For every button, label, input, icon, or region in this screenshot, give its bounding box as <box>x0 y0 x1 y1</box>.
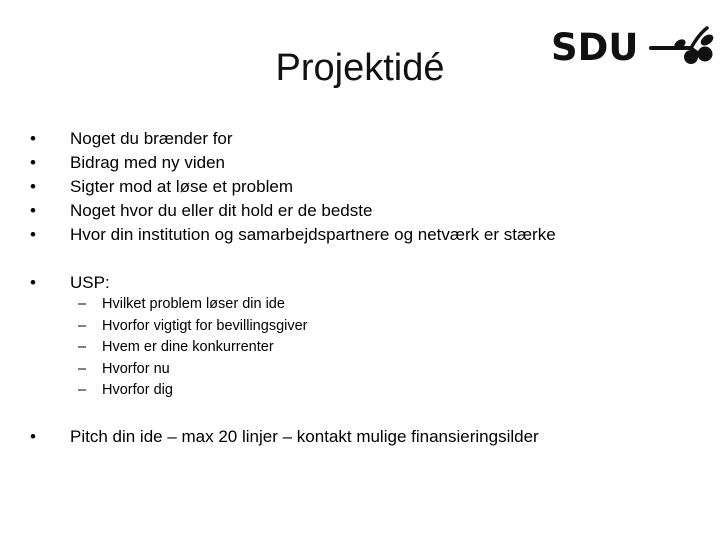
bullet-marker: • <box>30 153 36 172</box>
bullet-marker: • <box>30 427 36 446</box>
bullet-text: Noget hvor du eller dit hold er de bedste <box>70 201 373 220</box>
dash-marker: – <box>78 339 87 355</box>
usp-subitem-text: Hvilket problem løser din ide <box>102 296 285 312</box>
dash-marker: – <box>78 360 87 377</box>
sdu-logo-text: SDU <box>551 26 639 69</box>
bullet-marker: • <box>30 129 36 148</box>
pitch-text: Pitch din ide – max 20 linjer – kontakt mulige finansieringsilder <box>70 427 539 446</box>
usp-subitem-text: Hvem er dine konkurrenter <box>102 339 274 355</box>
dash-marker: – <box>78 296 87 312</box>
bullet-marker: • <box>30 201 36 220</box>
bullet-marker: • <box>30 225 36 244</box>
bullet-text: Sigter mod at løse et problem <box>70 177 293 196</box>
usp-subitem-text: Hvorfor dig <box>102 382 173 398</box>
usp-subitem-text: Hvorfor vigtigt for bevillingsgiver <box>102 317 308 334</box>
bullet-marker: • <box>30 177 36 196</box>
dash-marker: – <box>78 382 87 398</box>
bullet-marker: • <box>30 273 36 292</box>
bullet-text: Bidrag med ny viden <box>70 153 225 172</box>
dash-marker: – <box>78 317 87 334</box>
bullet-text: Hvor din institution og samarbejdspartnere og netværk er stærke <box>70 225 556 244</box>
bullet-text: Noget du brænder for <box>70 129 233 148</box>
sdu-branch-icon <box>647 24 720 72</box>
sdu-logo <box>551 24 720 72</box>
usp-subitem-text: Hvorfor nu <box>102 360 170 377</box>
slide-title: Projektidé <box>275 47 445 89</box>
usp-label: USP: <box>70 273 110 292</box>
